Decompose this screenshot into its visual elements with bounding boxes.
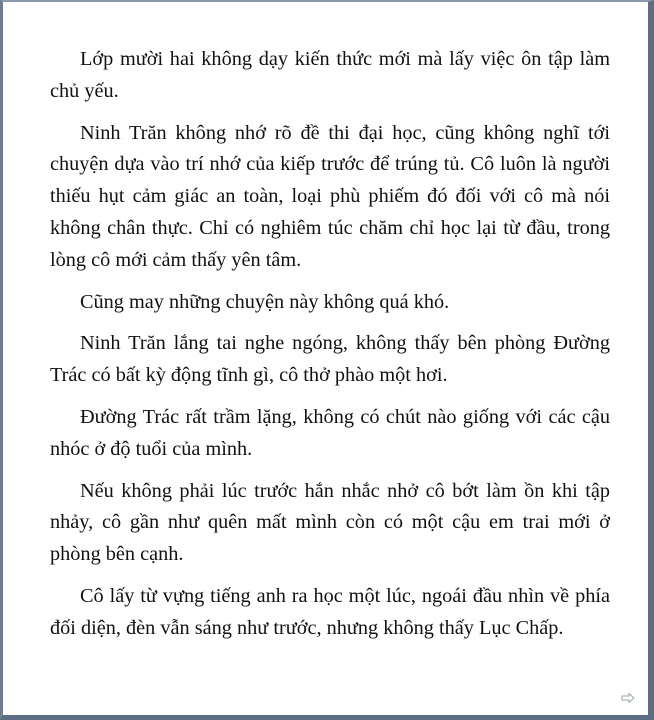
paragraph-3: Cũng may những chuyện này không quá khó.: [80, 290, 450, 313]
paragraph-2: Ninh Trăn không nhớ rõ đề thi đại học, cũng không nghĩ tới chuyện dựa vào trí nhớ của kiếp trước để trúng tủ. Cô luôn là người thiếu hụt cảm giác an toàn, loại phù phiếm đó đối với cô mà nói không chân thực. Chỉ có nghiêm túc chăm chỉ học lại từ đầu, trong lòng cô mới cảm thấy yên tâm.: [50, 121, 610, 271]
paragraph-5: Đường Trác rất trầm lặng, không có chút nào giống với các cậu nhóc ở độ tuổi của mình.: [50, 405, 610, 460]
paragraph-7: Cô lấy từ vựng tiếng anh ra học một lúc, ngoái đầu nhìn về phía đối diện, đèn vẫn sáng như trước, nhưng không thấy Lục Chấp.: [50, 584, 610, 639]
paragraph-4: Ninh Trăn lắng tai nghe ngóng, không thấy bên phòng Đường Trác có bất kỳ động tĩnh gì, cô thở phào một hơi.: [50, 332, 610, 387]
paragraph-1: Lớp mười hai không dạy kiến thức mới mà lấy việc ôn tập làm chủ yếu.: [50, 48, 610, 102]
document-page: [50, 44, 610, 655]
paragraph-6: Nếu không phải lúc trước hắn nhắc nhở cô bớt làm ồn khi tập nhảy, cô gần như quên mất mình còn có một cậu em trai mới ở phòng bên cạnh.: [50, 479, 610, 566]
arrow-right-icon[interactable]: [620, 693, 636, 705]
